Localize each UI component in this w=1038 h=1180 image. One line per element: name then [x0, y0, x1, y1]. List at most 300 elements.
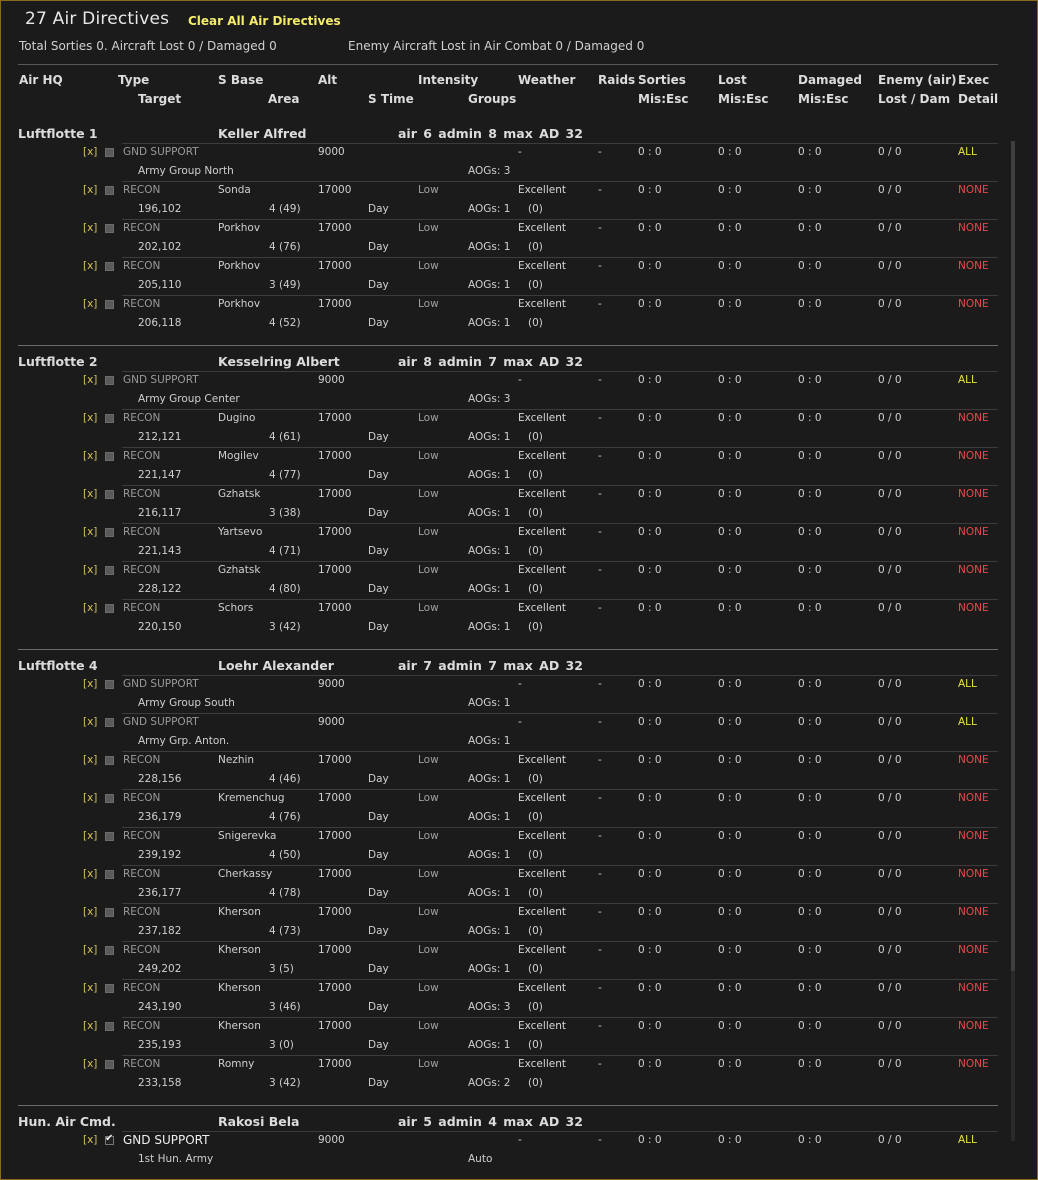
groups[interactable]: AOGs: 1: [468, 1039, 511, 1051]
strike-time[interactable]: Day: [368, 925, 389, 937]
lost-mis-esc: 0 : 0: [718, 488, 742, 500]
mission-type[interactable]: RECON: [123, 184, 161, 196]
col-header-sorties-mis-esc: Mis:Esc: [638, 92, 689, 106]
section-divider: [18, 649, 998, 650]
strike-time[interactable]: Day: [368, 1077, 389, 1089]
directive-checkbox[interactable]: [105, 452, 114, 461]
exec-detail-link[interactable]: NONE: [958, 260, 989, 272]
directive-checkbox[interactable]: [105, 300, 114, 309]
exec-detail-link[interactable]: NONE: [958, 184, 989, 196]
strike-time[interactable]: Day: [368, 849, 389, 861]
groups[interactable]: AOGs: 1: [468, 887, 511, 899]
strike-time[interactable]: Day: [368, 1039, 389, 1051]
source-base[interactable]: Porkhov: [218, 260, 261, 272]
cancel-directive-toggle[interactable]: [x]: [83, 906, 98, 918]
altitude[interactable]: 17000: [318, 868, 352, 880]
source-base[interactable]: Cherkassy: [218, 868, 273, 880]
col-header-damaged[interactable]: Damaged: [798, 73, 862, 87]
scrollbar-thumb[interactable]: [1011, 141, 1015, 971]
strike-time[interactable]: Day: [368, 545, 389, 557]
directive-checkbox[interactable]: [105, 224, 114, 233]
mission-type[interactable]: RECON: [123, 222, 161, 234]
lost-mis-esc: 0 : 0: [718, 146, 742, 158]
groups[interactable]: AOGs: 1: [468, 469, 511, 481]
col-header-groups[interactable]: Groups: [468, 92, 517, 106]
groups[interactable]: AOGs: 1: [468, 583, 511, 595]
raids: -: [598, 184, 602, 196]
altitude[interactable]: 17000: [318, 564, 352, 576]
strike-time[interactable]: Day: [368, 811, 389, 823]
source-base[interactable]: Gzhatsk: [218, 564, 261, 576]
exec-detail-link[interactable]: NONE: [958, 944, 989, 956]
col-header-s-base[interactable]: S Base: [218, 73, 264, 87]
intensity[interactable]: Low: [418, 868, 439, 880]
row-divider: [122, 409, 998, 410]
row-divider: [122, 713, 998, 714]
directive-checkbox[interactable]: [105, 794, 114, 803]
lost-mis-esc: 0 : 0: [718, 868, 742, 880]
target[interactable]: 221,147: [138, 469, 182, 481]
target[interactable]: Army Group Center: [138, 393, 240, 405]
cancel-directive-toggle[interactable]: [x]: [83, 184, 98, 196]
groups[interactable]: AOGs: 1: [468, 697, 511, 709]
cancel-directive-toggle[interactable]: [x]: [83, 488, 98, 500]
exec-detail-link[interactable]: NONE: [958, 450, 989, 462]
row-divider: [122, 143, 998, 144]
target[interactable]: 202,102: [138, 241, 182, 253]
target[interactable]: 236,177: [138, 887, 182, 899]
exec-detail-link[interactable]: NONE: [958, 830, 989, 842]
col-header-enemy-air[interactable]: Enemy (air): [878, 73, 957, 87]
mission-type[interactable]: GND SUPPORT: [123, 716, 199, 728]
target[interactable]: 220,150: [138, 621, 182, 633]
col-header-lost[interactable]: Lost: [718, 73, 747, 87]
intensity[interactable]: Low: [418, 488, 439, 500]
altitude[interactable]: 17000: [318, 982, 352, 994]
group-detail: (0): [528, 621, 543, 633]
groups[interactable]: AOGs: 3: [468, 1001, 511, 1013]
mission-type[interactable]: RECON: [123, 754, 161, 766]
source-base[interactable]: Porkhov: [218, 298, 261, 310]
panel-title: 27 Air Directives: [25, 9, 170, 29]
group-detail: (0): [528, 241, 543, 253]
area: 4 (77): [269, 469, 301, 481]
target[interactable]: 233,158: [138, 1077, 182, 1089]
cancel-directive-toggle[interactable]: [x]: [83, 830, 98, 842]
mission-type[interactable]: GND SUPPORT: [123, 1133, 210, 1147]
exec-detail-link[interactable]: NONE: [958, 526, 989, 538]
clear-all-air-directives-button[interactable]: Clear All Air Directives: [188, 14, 341, 28]
altitude[interactable]: 17000: [318, 602, 352, 614]
altitude[interactable]: 17000: [318, 830, 352, 842]
intensity[interactable]: Low: [418, 1020, 439, 1032]
enemy-lost-dam: 0 / 0: [878, 830, 902, 842]
target[interactable]: 236,179: [138, 811, 182, 823]
mission-type[interactable]: RECON: [123, 602, 161, 614]
col-header-area[interactable]: Area: [268, 92, 300, 106]
mission-type[interactable]: RECON: [123, 526, 161, 538]
row-divider: [122, 979, 998, 980]
altitude[interactable]: 17000: [318, 944, 352, 956]
header-divider: [18, 64, 998, 65]
groups[interactable]: AOGs: 1: [468, 735, 511, 747]
exec-detail-link[interactable]: ALL: [958, 678, 977, 690]
altitude[interactable]: 17000: [318, 222, 352, 234]
exec-detail-link[interactable]: NONE: [958, 222, 989, 234]
air-hq-commander[interactable]: Keller Alfred: [218, 126, 307, 141]
col-header-type[interactable]: Type: [118, 73, 150, 87]
area: 3 (42): [269, 621, 301, 633]
raids: -: [598, 564, 602, 576]
cancel-directive-toggle[interactable]: [x]: [83, 260, 98, 272]
directive-checkbox[interactable]: [105, 604, 114, 613]
mission-type[interactable]: GND SUPPORT: [123, 374, 199, 386]
exec-detail-link[interactable]: NONE: [958, 1020, 989, 1032]
directive-checkbox[interactable]: [105, 1060, 114, 1069]
intensity[interactable]: Low: [418, 602, 439, 614]
group-detail: (0): [528, 469, 543, 481]
altitude[interactable]: 17000: [318, 792, 352, 804]
mission-type[interactable]: RECON: [123, 906, 161, 918]
cancel-directive-toggle[interactable]: [x]: [83, 1020, 98, 1032]
cancel-directive-toggle[interactable]: [x]: [83, 526, 98, 538]
row-divider: [122, 485, 998, 486]
mission-type[interactable]: RECON: [123, 1020, 161, 1032]
mission-type[interactable]: RECON: [123, 488, 161, 500]
target[interactable]: Army Group South: [138, 697, 235, 709]
raids: -: [598, 298, 602, 310]
groups[interactable]: AOGs: 1: [468, 507, 511, 519]
enemy-lost-dam: 0 / 0: [878, 260, 902, 272]
cancel-directive-toggle[interactable]: [x]: [83, 564, 98, 576]
mission-type[interactable]: RECON: [123, 298, 161, 310]
strike-time[interactable]: Day: [368, 241, 389, 253]
mission-type[interactable]: RECON: [123, 564, 161, 576]
source-base[interactable]: Kremenchug: [218, 792, 285, 804]
cancel-directive-toggle[interactable]: [x]: [83, 222, 98, 234]
directive-checkbox[interactable]: [105, 984, 114, 993]
mission-type[interactable]: RECON: [123, 792, 161, 804]
mission-type[interactable]: GND SUPPORT: [123, 146, 199, 158]
exec-detail-link[interactable]: NONE: [958, 412, 989, 424]
lost-mis-esc: 0 : 0: [718, 906, 742, 918]
lost-mis-esc: 0 : 0: [718, 450, 742, 462]
damaged-mis-esc: 0 : 0: [798, 260, 822, 272]
cancel-directive-toggle[interactable]: [x]: [83, 450, 98, 462]
cancel-directive-toggle[interactable]: [x]: [83, 754, 98, 766]
altitude[interactable]: 17000: [318, 412, 352, 424]
strike-time[interactable]: Day: [368, 279, 389, 291]
directive-checkbox[interactable]: [105, 946, 114, 955]
groups[interactable]: AOGs: 1: [468, 621, 511, 633]
sorties-mis-esc: 0 : 0: [638, 184, 662, 196]
col-header-raids[interactable]: Raids: [598, 73, 636, 87]
directive-checkbox[interactable]: [105, 1022, 114, 1031]
groups[interactable]: AOGs: 1: [468, 241, 511, 253]
target[interactable]: 249,202: [138, 963, 182, 975]
exec-detail-link[interactable]: NONE: [958, 488, 989, 500]
directive-checkbox[interactable]: [105, 832, 114, 841]
enemy-lost-dam: 0 / 0: [878, 526, 902, 538]
strike-time[interactable]: Day: [368, 469, 389, 481]
source-base[interactable]: Nezhin: [218, 754, 255, 766]
air-hq-stats: air 6 admin 8 max AD 32: [398, 126, 583, 141]
strike-time[interactable]: Day: [368, 621, 389, 633]
exec-detail-link[interactable]: ALL: [958, 1134, 977, 1146]
source-base[interactable]: Sonda: [218, 184, 251, 196]
cancel-directive-toggle[interactable]: [x]: [83, 982, 98, 994]
cancel-directive-toggle[interactable]: [x]: [83, 792, 98, 804]
target[interactable]: 196,102: [138, 203, 182, 215]
directive-checkbox[interactable]: [105, 870, 114, 879]
directive-checkbox[interactable]: [105, 528, 114, 537]
air-hq-stats: air 5 admin 4 max AD 32: [398, 1114, 583, 1129]
damaged-mis-esc: 0 : 0: [798, 412, 822, 424]
weather: -: [518, 374, 522, 386]
strike-time[interactable]: Day: [368, 507, 389, 519]
exec-detail-link[interactable]: NONE: [958, 602, 989, 614]
intensity[interactable]: Low: [418, 982, 439, 994]
intensity[interactable]: Low: [418, 792, 439, 804]
source-base[interactable]: Romny: [218, 1058, 255, 1070]
sorties-mis-esc: 0 : 0: [638, 1058, 662, 1070]
intensity[interactable]: Low: [418, 450, 439, 462]
altitude[interactable]: 17000: [318, 184, 352, 196]
directive-checkbox[interactable]: [105, 262, 114, 271]
intensity[interactable]: Low: [418, 564, 439, 576]
target[interactable]: 243,190: [138, 1001, 182, 1013]
weather: Excellent: [518, 982, 566, 994]
groups[interactable]: AOGs: 1: [468, 925, 511, 937]
directive-checkbox[interactable]: [105, 414, 114, 423]
exec-detail-link[interactable]: NONE: [958, 906, 989, 918]
strike-time[interactable]: Day: [368, 773, 389, 785]
col-header-alt[interactable]: Alt: [318, 73, 338, 87]
target[interactable]: 239,192: [138, 849, 182, 861]
directive-checkbox[interactable]: [105, 718, 114, 727]
directive-checkbox[interactable]: [105, 376, 114, 385]
damaged-mis-esc: 0 : 0: [798, 754, 822, 766]
source-base[interactable]: Kherson: [218, 1020, 261, 1032]
mission-type[interactable]: GND SUPPORT: [123, 678, 199, 690]
cancel-directive-toggle[interactable]: [x]: [83, 298, 98, 310]
altitude[interactable]: 9000: [318, 716, 345, 728]
intensity[interactable]: Low: [418, 526, 439, 538]
col-header-intensity[interactable]: Intensity: [418, 73, 479, 87]
strike-time[interactable]: Day: [368, 317, 389, 329]
strike-time[interactable]: Day: [368, 887, 389, 899]
mission-type[interactable]: RECON: [123, 944, 161, 956]
target[interactable]: 205,110: [138, 279, 182, 291]
groups[interactable]: AOGs: 3: [468, 393, 511, 405]
directive-checkbox[interactable]: [105, 148, 114, 157]
directive-checkbox[interactable]: [105, 908, 114, 917]
cancel-directive-toggle[interactable]: [x]: [83, 374, 98, 386]
groups[interactable]: AOGs: 2: [468, 1077, 511, 1089]
air-hq-name[interactable]: Luftflotte 1: [18, 126, 98, 141]
target[interactable]: 228,156: [138, 773, 182, 785]
directive-checkbox[interactable]: [105, 490, 114, 499]
target[interactable]: 206,118: [138, 317, 182, 329]
target[interactable]: 228,122: [138, 583, 182, 595]
mission-type[interactable]: RECON: [123, 830, 161, 842]
lost-mis-esc: 0 : 0: [718, 602, 742, 614]
source-base[interactable]: Mogilev: [218, 450, 259, 462]
altitude[interactable]: 9000: [318, 678, 345, 690]
col-header-target[interactable]: Target: [138, 92, 182, 106]
source-base[interactable]: Schors: [218, 602, 254, 614]
source-base[interactable]: Kherson: [218, 944, 261, 956]
source-base[interactable]: Dugino: [218, 412, 256, 424]
exec-detail-link[interactable]: NONE: [958, 1058, 989, 1070]
source-base[interactable]: Kherson: [218, 982, 261, 994]
row-divider: [122, 257, 998, 258]
mission-type[interactable]: RECON: [123, 982, 161, 994]
intensity[interactable]: Low: [418, 260, 439, 272]
col-header-air-hq[interactable]: Air HQ: [19, 73, 63, 87]
intensity[interactable]: Low: [418, 1058, 439, 1070]
col-header-s-time[interactable]: S Time: [368, 92, 414, 106]
cancel-directive-toggle[interactable]: [x]: [83, 602, 98, 614]
strike-time[interactable]: Day: [368, 583, 389, 595]
groups[interactable]: AOGs: 1: [468, 545, 511, 557]
lost-mis-esc: 0 : 0: [718, 678, 742, 690]
altitude[interactable]: 17000: [318, 906, 352, 918]
exec-detail-link[interactable]: ALL: [958, 146, 977, 158]
intensity[interactable]: Low: [418, 412, 439, 424]
mission-type[interactable]: RECON: [123, 412, 161, 424]
air-hq-name[interactable]: Luftflotte 2: [18, 354, 98, 369]
enemy-lost-dam: 0 / 0: [878, 944, 902, 956]
damaged-mis-esc: 0 : 0: [798, 792, 822, 804]
altitude[interactable]: 9000: [318, 374, 345, 386]
mission-type[interactable]: RECON: [123, 868, 161, 880]
intensity[interactable]: Low: [418, 754, 439, 766]
col-header-exec[interactable]: Exec: [958, 73, 990, 87]
directive-checkbox[interactable]: [105, 1136, 114, 1145]
altitude[interactable]: 17000: [318, 1058, 352, 1070]
air-hq-name[interactable]: Luftflotte 4: [18, 658, 98, 673]
groups[interactable]: AOGs: 1: [468, 431, 511, 443]
exec-detail-link[interactable]: NONE: [958, 298, 989, 310]
altitude[interactable]: 17000: [318, 1020, 352, 1032]
air-hq-name[interactable]: Hun. Air Cmd.: [18, 1114, 116, 1129]
cancel-directive-toggle[interactable]: [x]: [83, 868, 98, 880]
altitude[interactable]: 9000: [318, 146, 345, 158]
groups[interactable]: AOGs: 3: [468, 165, 511, 177]
directive-checkbox[interactable]: [105, 566, 114, 575]
source-base[interactable]: Gzhatsk: [218, 488, 261, 500]
strike-time[interactable]: Day: [368, 963, 389, 975]
groups[interactable]: AOGs: 1: [468, 963, 511, 975]
target[interactable]: 212,121: [138, 431, 182, 443]
sorties-mis-esc: 0 : 0: [638, 868, 662, 880]
cancel-directive-toggle[interactable]: [x]: [83, 678, 98, 690]
target[interactable]: 1st Hun. Army: [138, 1153, 214, 1165]
weather: Excellent: [518, 1058, 566, 1070]
target[interactable]: Army Group North: [138, 165, 234, 177]
raids: -: [598, 982, 602, 994]
exec-detail-link[interactable]: ALL: [958, 716, 977, 728]
exec-detail-link[interactable]: NONE: [958, 564, 989, 576]
altitude[interactable]: 17000: [318, 488, 352, 500]
target[interactable]: Army Grp. Anton.: [138, 735, 230, 747]
cancel-directive-toggle[interactable]: [x]: [83, 412, 98, 424]
groups[interactable]: AOGs: 1: [468, 773, 511, 785]
altitude[interactable]: 17000: [318, 298, 352, 310]
groups[interactable]: AOGs: 1: [468, 203, 511, 215]
directive-checkbox[interactable]: [105, 680, 114, 689]
groups[interactable]: AOGs: 1: [468, 279, 511, 291]
exec-detail-link[interactable]: ALL: [958, 374, 977, 386]
altitude[interactable]: 17000: [318, 450, 352, 462]
damaged-mis-esc: 0 : 0: [798, 830, 822, 842]
target[interactable]: 216,117: [138, 507, 182, 519]
groups[interactable]: Auto: [468, 1153, 493, 1165]
altitude[interactable]: 17000: [318, 754, 352, 766]
intensity[interactable]: Low: [418, 298, 439, 310]
intensity[interactable]: Low: [418, 906, 439, 918]
exec-detail-link[interactable]: NONE: [958, 754, 989, 766]
damaged-mis-esc: 0 : 0: [798, 184, 822, 196]
intensity[interactable]: Low: [418, 184, 439, 196]
groups[interactable]: AOGs: 1: [468, 849, 511, 861]
source-base[interactable]: Snigerevka: [218, 830, 277, 842]
mission-type[interactable]: RECON: [123, 1058, 161, 1070]
source-base[interactable]: Kherson: [218, 906, 261, 918]
mission-type[interactable]: RECON: [123, 450, 161, 462]
row-divider: [122, 941, 998, 942]
directive-checkbox[interactable]: [105, 186, 114, 195]
enemy-lost-dam: 0 / 0: [878, 298, 902, 310]
air-hq-commander[interactable]: Kesselring Albert: [218, 354, 340, 369]
intensity[interactable]: Low: [418, 944, 439, 956]
cancel-directive-toggle[interactable]: [x]: [83, 944, 98, 956]
col-header-sorties[interactable]: Sorties: [638, 73, 686, 87]
exec-detail-link[interactable]: NONE: [958, 868, 989, 880]
cancel-directive-toggle[interactable]: [x]: [83, 1058, 98, 1070]
weather: -: [518, 1134, 522, 1146]
target[interactable]: 221,143: [138, 545, 182, 557]
source-base[interactable]: Yartsevo: [218, 526, 263, 538]
strike-time[interactable]: Day: [368, 203, 389, 215]
mission-type[interactable]: RECON: [123, 260, 161, 272]
groups[interactable]: AOGs: 1: [468, 317, 511, 329]
air-hq-commander[interactable]: Loehr Alexander: [218, 658, 334, 673]
exec-detail-link[interactable]: NONE: [958, 982, 989, 994]
damaged-mis-esc: 0 : 0: [798, 374, 822, 386]
strike-time[interactable]: Day: [368, 431, 389, 443]
air-hq-commander[interactable]: Rakosi Bela: [218, 1114, 300, 1129]
groups[interactable]: AOGs: 1: [468, 811, 511, 823]
strike-time[interactable]: Day: [368, 1001, 389, 1013]
altitude[interactable]: 9000: [318, 1134, 345, 1146]
cancel-directive-toggle[interactable]: [x]: [83, 716, 98, 728]
altitude[interactable]: 17000: [318, 260, 352, 272]
cancel-directive-toggle[interactable]: [x]: [83, 146, 98, 158]
altitude[interactable]: 17000: [318, 526, 352, 538]
target[interactable]: 237,182: [138, 925, 182, 937]
intensity[interactable]: Low: [418, 222, 439, 234]
cancel-directive-toggle[interactable]: [x]: [83, 1134, 98, 1146]
target[interactable]: 235,193: [138, 1039, 182, 1051]
exec-detail-link[interactable]: NONE: [958, 792, 989, 804]
source-base[interactable]: Porkhov: [218, 222, 261, 234]
directive-checkbox[interactable]: [105, 756, 114, 765]
vertical-scrollbar[interactable]: [1011, 141, 1015, 1141]
intensity[interactable]: Low: [418, 830, 439, 842]
col-header-weather[interactable]: Weather: [518, 73, 576, 87]
